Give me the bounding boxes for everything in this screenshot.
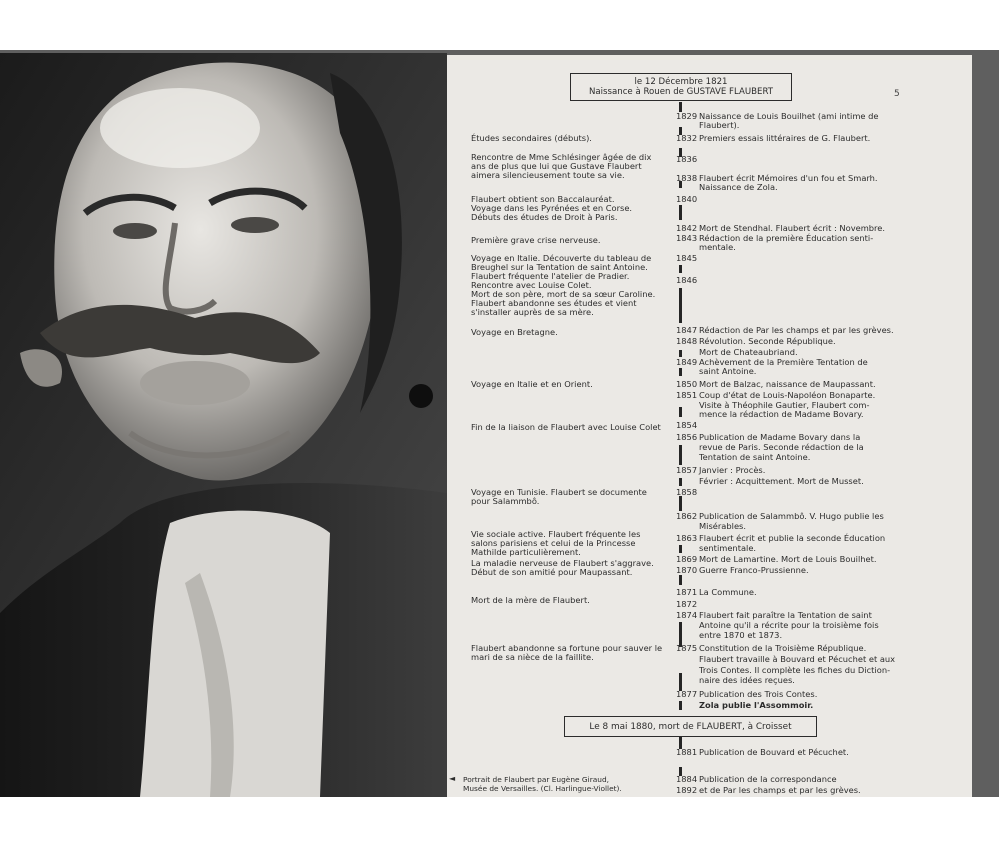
- page-number: 5: [894, 89, 900, 99]
- year: 1875: [676, 643, 698, 653]
- right-event: Mort de Lamartine. Mort de Louis Bouilhet.: [699, 554, 877, 564]
- year: 1829: [676, 111, 698, 121]
- right-event: Publication de Madame Bovary dans la: [699, 432, 861, 442]
- left-event: s'installer auprès de sa mère.: [471, 307, 594, 317]
- portrait-page: [0, 53, 447, 797]
- year: 1848: [676, 336, 698, 346]
- year: 1851: [676, 390, 698, 400]
- timeline-marker: [679, 478, 682, 486]
- timeline-marker: [679, 368, 682, 376]
- year: 1881: [676, 747, 698, 757]
- right-event: Visite à Théophile Gautier, Flaubert com-: [699, 400, 870, 410]
- right-event: et de Par les champs et par les grèves.: [699, 785, 861, 795]
- right-event: Révolution. Seconde République.: [699, 336, 836, 346]
- birth-title: Naissance à Rouen de GUSTAVE FLAUBERT: [588, 87, 774, 97]
- timeline-marker: [679, 496, 682, 511]
- right-event: Mort de Chateaubriand.: [699, 347, 798, 357]
- right-event: Zola publie l'Assommoir.: [699, 700, 814, 710]
- left-event: Vie sociale active. Flaubert fréquente les: [471, 529, 641, 539]
- right-event: mentale.: [699, 242, 736, 252]
- left-event: Début de son amitié pour Maupassant.: [471, 567, 633, 577]
- right-event: Publication de Salammbô. V. Hugo publie les: [699, 511, 884, 521]
- chronology-page: [447, 55, 972, 797]
- year: 1870: [676, 565, 698, 575]
- year: 1863: [676, 533, 698, 543]
- year: 1847: [676, 325, 698, 335]
- timeline-marker: [679, 288, 682, 323]
- right-event: Janvier : Procès.: [699, 465, 766, 475]
- year: 1869: [676, 554, 698, 564]
- left-event: Flaubert obtient son Baccalauréat.: [471, 194, 615, 204]
- right-event: Naissance de Louis Bouilhet (ami intime de: [699, 111, 879, 121]
- right-event: Mort de Stendhal. Flaubert écrit : Novembre.: [699, 223, 886, 233]
- right-event: Constitution de la Troisième République.: [699, 643, 867, 653]
- right-event: Publication des Trois Contes.: [699, 689, 818, 699]
- year: 1843: [676, 233, 698, 243]
- right-event: mence la rédaction de Madame Bovary.: [699, 409, 864, 419]
- right-event: Rédaction de la première Éducation senti-: [699, 233, 874, 243]
- birth-header-box: [570, 73, 792, 101]
- right-event: Premiers essais littéraires de G. Flaubert.: [699, 133, 871, 143]
- right-event: Flaubert travaille à Bouvard et Pécuchet et aux: [699, 654, 896, 664]
- year: 1884: [676, 774, 698, 784]
- left-event: Breughel sur la Tentation de saint Antoine.: [471, 262, 648, 272]
- year: 1871: [676, 587, 698, 597]
- timeline-marker: [679, 265, 682, 273]
- year: 1892: [676, 785, 698, 795]
- year: 1842: [676, 223, 698, 233]
- right-event: naire des idées reçues.: [699, 675, 795, 685]
- timeline-marker: [679, 575, 682, 585]
- left-event: Mort de son père, mort de sa sœur Caroline.: [471, 289, 656, 299]
- left-event: Voyage en Tunisie. Flaubert se documente: [471, 487, 647, 497]
- left-event: Études secondaires (débuts).: [471, 133, 592, 143]
- left-event: aimera silencieusement toute sa vie.: [471, 170, 625, 180]
- timeline-marker: [679, 205, 682, 220]
- right-event: Naissance de Zola.: [699, 182, 778, 192]
- left-event: Mathilde particulièrement.: [471, 547, 581, 557]
- right-event: sentimentale.: [699, 543, 757, 553]
- death-box: Le 8 mai 1880, mort de FLAUBERT, à Croisset: [564, 716, 817, 737]
- right-event: Coup d'état de Louis-Napoléon Bonaparte.: [699, 390, 876, 400]
- right-event: Rédaction de Par les champs et par les grèves.: [699, 325, 894, 335]
- right-event: Publication de la correspondance: [699, 774, 837, 784]
- right-event: Mort de Balzac, naissance de Maupassant.: [699, 379, 876, 389]
- right-event: Tentation de saint Antoine.: [699, 452, 811, 462]
- right-event: Février : Acquittement. Mort de Musset.: [699, 476, 864, 486]
- timeline-marker: [679, 407, 682, 417]
- year: 1874: [676, 610, 698, 620]
- timeline-marker: [679, 545, 682, 553]
- year: 1832: [676, 133, 698, 143]
- right-event: Antoine qu'il a récrite pour la troisième fois: [699, 620, 879, 630]
- left-event: Fin de la liaison de Flaubert avec Louise Colet: [471, 422, 661, 432]
- year: 1849: [676, 357, 698, 367]
- timeline-marker: [679, 701, 682, 710]
- left-event: ans de plus que lui que Gustave Flaubert: [471, 161, 642, 171]
- right-event: Flaubert écrit et publie la seconde Éducation: [699, 533, 886, 543]
- birth-date: le 12 Décembre 1821: [634, 77, 728, 87]
- caption-line-2: Musée de Versailles. (Cl. Harlingue-Viollet).: [463, 784, 622, 793]
- timeline-marker: [679, 350, 682, 357]
- left-event: Flaubert abandonne sa fortune pour sauver le: [471, 643, 663, 653]
- right-event: Misérables.: [699, 521, 747, 531]
- left-event: Débuts des études de Droit à Paris.: [471, 212, 618, 222]
- left-event: Voyage en Italie et en Orient.: [471, 379, 593, 389]
- right-event: Trois Contes. Il complète les fiches du Diction-: [699, 665, 891, 675]
- left-event: Mort de la mère de Flaubert.: [471, 595, 590, 605]
- left-event: Voyage en Bretagne.: [471, 327, 558, 337]
- left-event: Flaubert fréquente l'atelier de Pradier.: [471, 271, 630, 281]
- right-event: saint Antoine.: [699, 366, 757, 376]
- portrait-illustration: [0, 53, 447, 797]
- left-event: pour Salammbô.: [471, 496, 540, 506]
- left-event: Voyage en Italie. Découverte du tableau de: [471, 253, 652, 263]
- caption-line-1: Portrait de Flaubert par Eugène Giraud,: [463, 775, 610, 784]
- year: 1850: [676, 379, 698, 389]
- left-event: Première grave crise nerveuse.: [471, 235, 601, 245]
- year: 1846: [676, 275, 698, 285]
- right-event: Guerre Franco-Prussienne.: [699, 565, 809, 575]
- right-event: La Commune.: [699, 587, 757, 597]
- timeline-marker: [679, 445, 682, 465]
- year: 1845: [676, 253, 698, 263]
- right-event: Flaubert écrit Mémoires d'un fou et Smarh.: [699, 173, 878, 183]
- year: 1836: [676, 154, 698, 164]
- year: 1840: [676, 194, 698, 204]
- year: 1872: [676, 599, 698, 609]
- year: 1857: [676, 465, 698, 475]
- right-event: Achèvement de la Première Tentation de: [699, 357, 868, 367]
- right-event: Flaubert).: [699, 120, 740, 130]
- left-event: mari de sa nièce de la faillite.: [471, 652, 594, 662]
- left-event: La maladie nerveuse de Flaubert s'aggrave.: [471, 558, 654, 568]
- year: 1854: [676, 420, 698, 430]
- year: 1862: [676, 511, 698, 521]
- right-event: entre 1870 et 1873.: [699, 630, 783, 640]
- right-event: revue de Paris. Seconde rédaction de la: [699, 442, 864, 452]
- year: 1858: [676, 487, 698, 497]
- left-event: Rencontre avec Louise Colet.: [471, 280, 592, 290]
- right-event: Publication de Bouvard et Pécuchet.: [699, 747, 849, 757]
- caption-arrow-icon: ◄: [449, 774, 456, 783]
- year: 1856: [676, 432, 698, 442]
- left-event: Voyage dans les Pyrénées et en Corse.: [471, 203, 633, 213]
- left-event: salons parisiens et celui de la Princesse: [471, 538, 636, 548]
- right-event: Flaubert fait paraître la Tentation de saint: [699, 610, 872, 620]
- left-event: Rencontre de Mme Schlésinger âgée de dix: [471, 152, 652, 162]
- year: 1838: [676, 173, 698, 183]
- year: 1877: [676, 689, 698, 699]
- left-event: Flaubert abandonne ses études et vient: [471, 298, 637, 308]
